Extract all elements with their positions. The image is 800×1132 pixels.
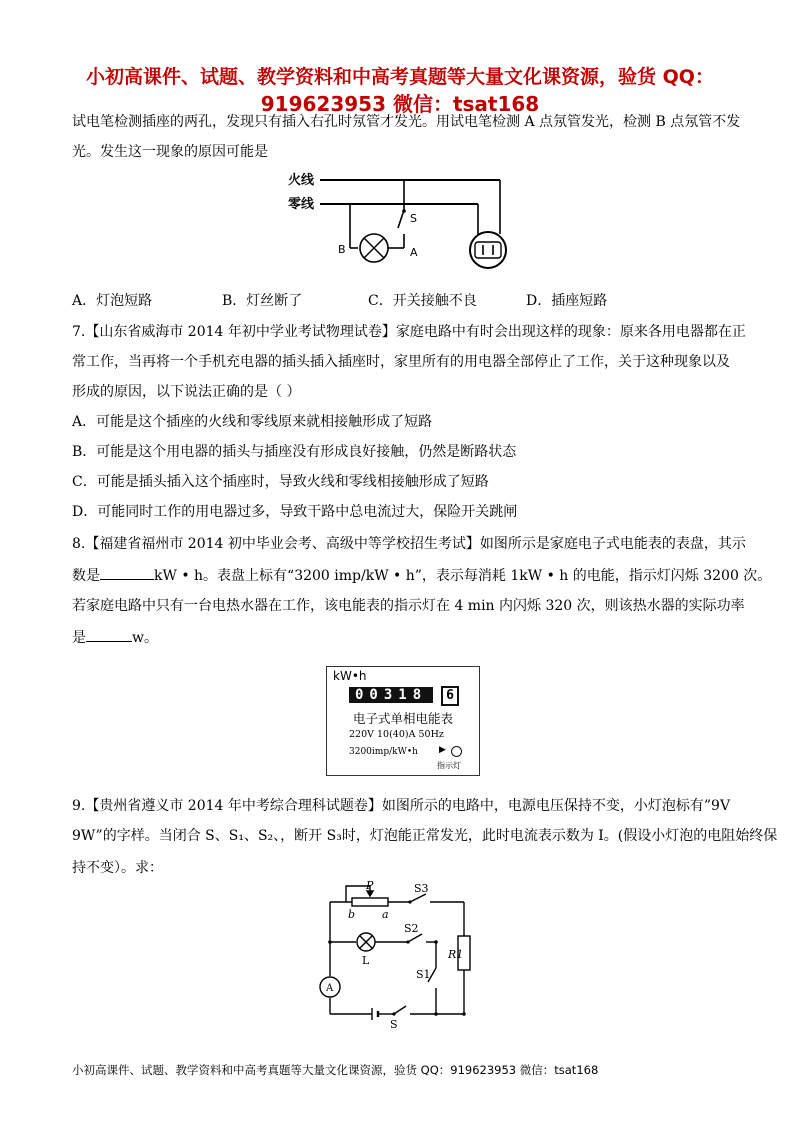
q8-line-2-end: kW • h。表盘上标有“3200 imp/kW • h”，表示每消耗 1kW • h 的电能，指示灯闪烁 3200 次。	[154, 568, 772, 584]
q6-circuit-figure	[286, 168, 526, 278]
q8-line-3: 若家庭电路中只有一台电热水器在工作，该电能表的指示灯在 4 min 内闪烁 320 次，则该热水器的实际功率	[72, 598, 745, 614]
q7-line-1: 7.【山东省威海市 2014 年初中学业考试物理试卷】家庭电路中有时会出现这样的现象：原来各用电器都在正	[72, 324, 746, 340]
q8-line-2-start: 数是	[72, 568, 100, 584]
label-a: a	[382, 908, 389, 921]
q9-line-1: 9.【贵州省遵义市 2014 年中考综合理科试题卷】如图所示的电路中，电源电压保持不变，小灯泡标有”9V	[72, 798, 731, 814]
label-s1: S1	[416, 968, 431, 981]
live-wire-label: 火线	[288, 173, 315, 188]
meter-unit: kW•h	[333, 669, 367, 683]
page-footer: 小初高课件、试题、教学资料和中高考真题等大量文化课资源，验货 QQ：919623953 微信：tsat168	[72, 1063, 599, 1077]
label-s: S	[390, 1018, 398, 1028]
meter-digits: 00318	[349, 687, 433, 703]
q7-option-a: A．可能是这个插座的火线和零线原来就相接触形成了短路	[72, 414, 433, 430]
q7-option-d: D．可能同时工作的用电器过多，导致干路中总电流过大，保险开关跳闸	[72, 504, 518, 520]
q8-blank-1[interactable]	[100, 579, 154, 580]
indicator-led-icon	[451, 746, 462, 757]
label-p: P	[366, 880, 374, 892]
q9-line-3: 持不变）。求：	[72, 860, 163, 876]
q8-line-1: 8.【福建省福州市 2014 初中毕业会考、高级中等学校招生考试】如图所示是家庭电子式电能表的表盘，其示	[72, 536, 746, 552]
q8-line-4-start: 是	[72, 630, 86, 646]
label-s2: S2	[404, 922, 419, 935]
q7-option-c: C．可能是插头插入这个插座时，导致火线和零线相接触形成了短路	[72, 474, 489, 490]
q8-blank-2[interactable]	[86, 641, 132, 642]
meter-spec: 220V 10(40)A 50Hz	[349, 729, 444, 740]
q7-option-b: B．可能是这个用电器的插头与插座没有形成良好接触，仍然是断路状态	[72, 444, 517, 460]
label-s3: S3	[414, 882, 429, 895]
switch-s-label: S	[410, 212, 417, 225]
label-l: L	[362, 954, 370, 967]
q6-text-line-1: 试电笔检测插座的两孔，发现只有插入右孔时氖管才发光。用试电笔检测 A 点氖管发光，检测 B 点氖管不发	[72, 114, 741, 130]
switch-s	[398, 210, 404, 228]
meter-name: 电子式单相电能表	[352, 711, 453, 726]
q9-line-2: 9W”的字样。当闭合 S、S₁、S₂、，断开 S₃时，灯泡能正常发光，此时电流表示数为 I。(假设小灯泡的电阻始终保	[72, 828, 778, 844]
energy-meter-figure	[326, 666, 480, 776]
q8-line-2	[72, 566, 772, 586]
q6-option-b: B．灯丝断了	[222, 293, 303, 309]
banner-line-1: 小初高课件、试题、教学资料和中高考真题等大量文化课资源，验货 QQ：	[86, 66, 714, 88]
point-b-label: B	[338, 243, 346, 256]
q6-option-a: A．灯泡短路	[72, 293, 153, 309]
q7-line-3: 形成的原因，以下说法正确的是（ ）	[72, 384, 301, 400]
banner-line-2: 919623953 微信：tsat168	[260, 92, 540, 116]
q8-line-4-end: w。	[132, 630, 158, 646]
label-r1: R1	[448, 948, 464, 961]
ammeter-icon: A	[326, 983, 334, 994]
play-icon: ▶	[439, 745, 446, 755]
q7-line-2: 常工作，当再将一个手机充电器的插头插入插座时，家里所有的用电器全部停止了工作，关于这种现象以及	[72, 354, 730, 370]
point-a-label: A	[410, 246, 418, 259]
meter-imp: 3200imp/kW•h	[349, 747, 418, 757]
neutral-wire-label: 零线	[288, 197, 315, 212]
q6-option-c: C．开关接触不良	[368, 293, 477, 309]
meter-indicator-label: 指示灯	[437, 761, 461, 770]
q6-text-line-2: 光。发生这一现象的原因可能是	[72, 144, 268, 160]
label-b: b	[348, 908, 356, 921]
q8-line-4	[72, 628, 732, 648]
meter-decimal: 6	[441, 686, 459, 706]
q6-option-d: D．插座短路	[526, 293, 608, 309]
q9-circuit-figure	[318, 880, 490, 1028]
